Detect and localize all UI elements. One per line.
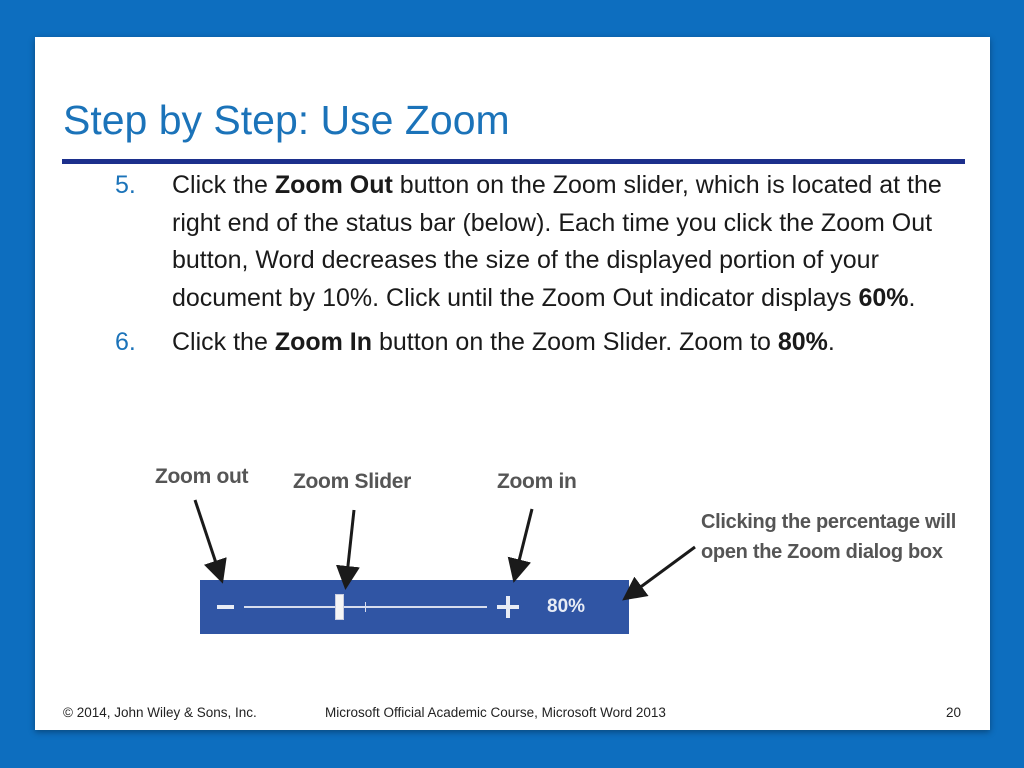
step-number: 5. xyxy=(115,171,136,199)
title-underline xyxy=(62,159,965,164)
zoom-in-button[interactable] xyxy=(497,596,519,618)
step-text: . xyxy=(908,283,916,312)
zoom-slider-center-tick xyxy=(365,602,366,612)
footer-copyright: © 2014, John Wiley & Sons, Inc. xyxy=(63,705,257,720)
step-bold-text: 80% xyxy=(777,328,828,356)
step-number: 6. xyxy=(115,328,136,356)
arrow-zoom-slider xyxy=(346,510,354,584)
step-text: . xyxy=(827,328,835,356)
callout-percentage: Clicking the percentage will open the Zoom dialog box xyxy=(701,511,956,563)
step-bold-text: Zoom Out xyxy=(274,171,393,199)
callout-zoom-slider: Zoom Slider xyxy=(293,470,412,493)
step-text: Click the xyxy=(172,171,275,199)
zoom-bar-figure xyxy=(200,580,629,634)
callout-zoom-in: Zoom in xyxy=(497,470,577,493)
arrow-percentage xyxy=(627,547,695,597)
slide-title: Step by Step: Use Zoom xyxy=(63,97,510,143)
callout-zoom-out: Zoom out xyxy=(155,465,249,488)
zoom-out-button[interactable] xyxy=(217,605,234,609)
step-6 xyxy=(107,324,967,362)
step-list xyxy=(107,167,967,369)
step-5 xyxy=(107,167,967,317)
slide xyxy=(35,37,990,730)
footer-course: Microsoft Official Academic Course, Microsoft Word 2013 xyxy=(325,705,666,720)
step-text: button on the Zoom slider, which is located at the right end of the status bar (below). Each time you click the Zoom Out button, Word decreases the size of the displayed portion of your document by 10%. Click until the Zoom Out indicator displays xyxy=(172,171,942,312)
arrow-zoom-out xyxy=(195,500,221,578)
step-text: Click the xyxy=(172,328,275,356)
step-bold-text: 60% xyxy=(858,283,909,312)
step-bold-text: Zoom In xyxy=(274,328,373,356)
page-number: 20 xyxy=(946,705,962,720)
zoom-slider-thumb[interactable] xyxy=(335,594,344,620)
arrow-zoom-in xyxy=(515,509,532,577)
zoom-level-label[interactable]: 80% xyxy=(547,596,586,617)
step-text: button on the Zoom Slider. Zoom to xyxy=(372,328,778,356)
